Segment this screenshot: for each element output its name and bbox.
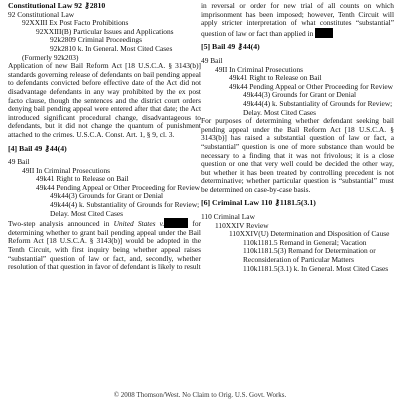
keynote-line: 49k44(3) Grounds for Grant or Denial xyxy=(243,90,357,100)
headnote-paragraph: For purposes of determining whether defendant seeking bail pending appeal under the Bail Reform Act [18 U.S.C.A. § 3143(b)] has raised a substantial question of law or fact, a “substantial” question is one of more substance than would be necessary to a finding that it was not frivolous; it is a close question or one that very well could be decided the other way, but whether it has been treated by controlling precedent is not determinative; whether particular question is “substantial” must be determined on case-by-case basis. xyxy=(201,116,394,194)
headnote-heading-criminal-law-6[interactable]: [6] Criminal Law 110 ⚷1181.5(3.1) xyxy=(201,198,316,208)
keynote-line: 92XXIII Ex Post Facto Prohibitions xyxy=(22,18,129,28)
headnote-paragraph: Two-step analysis announced in United States v. for determining whether to grant bail pending appeal under the Bail Reform Act [18 U.S.C.A. § 3143(b)] would be adopted in the Tenth Circuit, with first inquiry being whether appeal raises “substantial” question of law or fact, and, secondly, whether resolution of that question in favor of defendant is likely to result xyxy=(8,219,202,272)
continued-paragraph: in reversal or order for new trial of all counts on which imprisonment has been imposed; however, Tenth Circuit will apply stricter interpretation of what constitutes “substantial” question of law or fact than applied in xyxy=(201,1,394,38)
keynote-line: 49k41 Right to Release on Bail xyxy=(229,73,322,83)
keynote-line: 49II In Criminal Prosecutions xyxy=(215,64,304,74)
keynote-line[interactable]: 92k2810 k. In General. Most Cited Cases xyxy=(50,43,173,53)
keynote-line: 110k1181.5(3) Remand for Determination or Reconsideration of Particular Matters xyxy=(243,246,376,265)
redaction-box xyxy=(315,28,333,38)
keynote-line: 92 Constitutional Law xyxy=(8,9,75,19)
keynote-line: (Formerly 92k203) xyxy=(22,52,79,62)
keynote-line: 110k1181.5 Remand in General; Vacation xyxy=(243,237,367,247)
keynote-line: 49 Bail xyxy=(8,157,30,167)
keynote-line[interactable]: 49k44(4) k. Substantiality of Grounds for Review; Delay. Most Cited Cases xyxy=(50,200,200,218)
keynote-line[interactable]: 110k1181.5(3.1) k. In General. Most Cited Cases xyxy=(243,263,389,273)
headnote-paragraph: Application of new Bail Reform Act [18 U.S.C.A. § 3143(b)] standards governing release of defendants on bail pending appeal to defendants convicted before effective date of the Act did not disadvantage defendants in any way prohibited by the ex post facto clause, though the sentences and the district court orders denying bail pending appeal were entered after that date; the Act introduced significant procedural change, disadvantageous to defendants, but it did not change the quantum of punishment attached to the crimes. U.S.C.A. Const. Art. 1, § 9, cl. 3. xyxy=(8,61,201,139)
redaction-box xyxy=(164,218,188,228)
keynote-line: 49k44 Pending Appeal or Other Proceeding for Review xyxy=(229,81,393,91)
headnote-heading-constitutional-law[interactable]: Constitutional Law 92 ⚷2810 xyxy=(8,1,106,10)
right-column xyxy=(201,2,394,273)
headnote-heading-bail-4[interactable]: [4] Bail 49 ⚷44(4) xyxy=(8,143,67,153)
keynote-line: 92k2809 Criminal Proceedings xyxy=(50,35,142,45)
keynote-line: 49II In Criminal Prosecutions xyxy=(22,165,111,175)
keynote-line: 110XXIV Review xyxy=(215,220,269,230)
keynote-line: 110 Criminal Law xyxy=(201,212,255,222)
keynote-line: 49 Bail xyxy=(201,55,223,65)
keynote-line: 49k44 Pending Appeal or Other Proceeding for Review xyxy=(36,182,200,192)
keynote-line: 110XXIV(U) Determination and Disposition of Cause xyxy=(229,229,390,239)
keynote-line: 49k44(3) Grounds for Grant or Denial xyxy=(50,191,164,201)
copyright-footer: © 2008 Thomson/West. No Claim to Orig. U.S. Govt. Works. xyxy=(113,391,287,399)
keynote-line[interactable]: 49k44(4) k. Substantiality of Grounds for Review; Delay. Most Cited Cases xyxy=(243,98,393,117)
keynote-line: 49k41 Right to Release on Bail xyxy=(36,174,129,184)
headnote-heading-bail-5[interactable]: [5] Bail 49 ⚷44(4) xyxy=(201,42,260,52)
left-column xyxy=(8,2,201,272)
keynote-line: 92XXIII(B) Particular Issues and Applications xyxy=(36,26,174,36)
